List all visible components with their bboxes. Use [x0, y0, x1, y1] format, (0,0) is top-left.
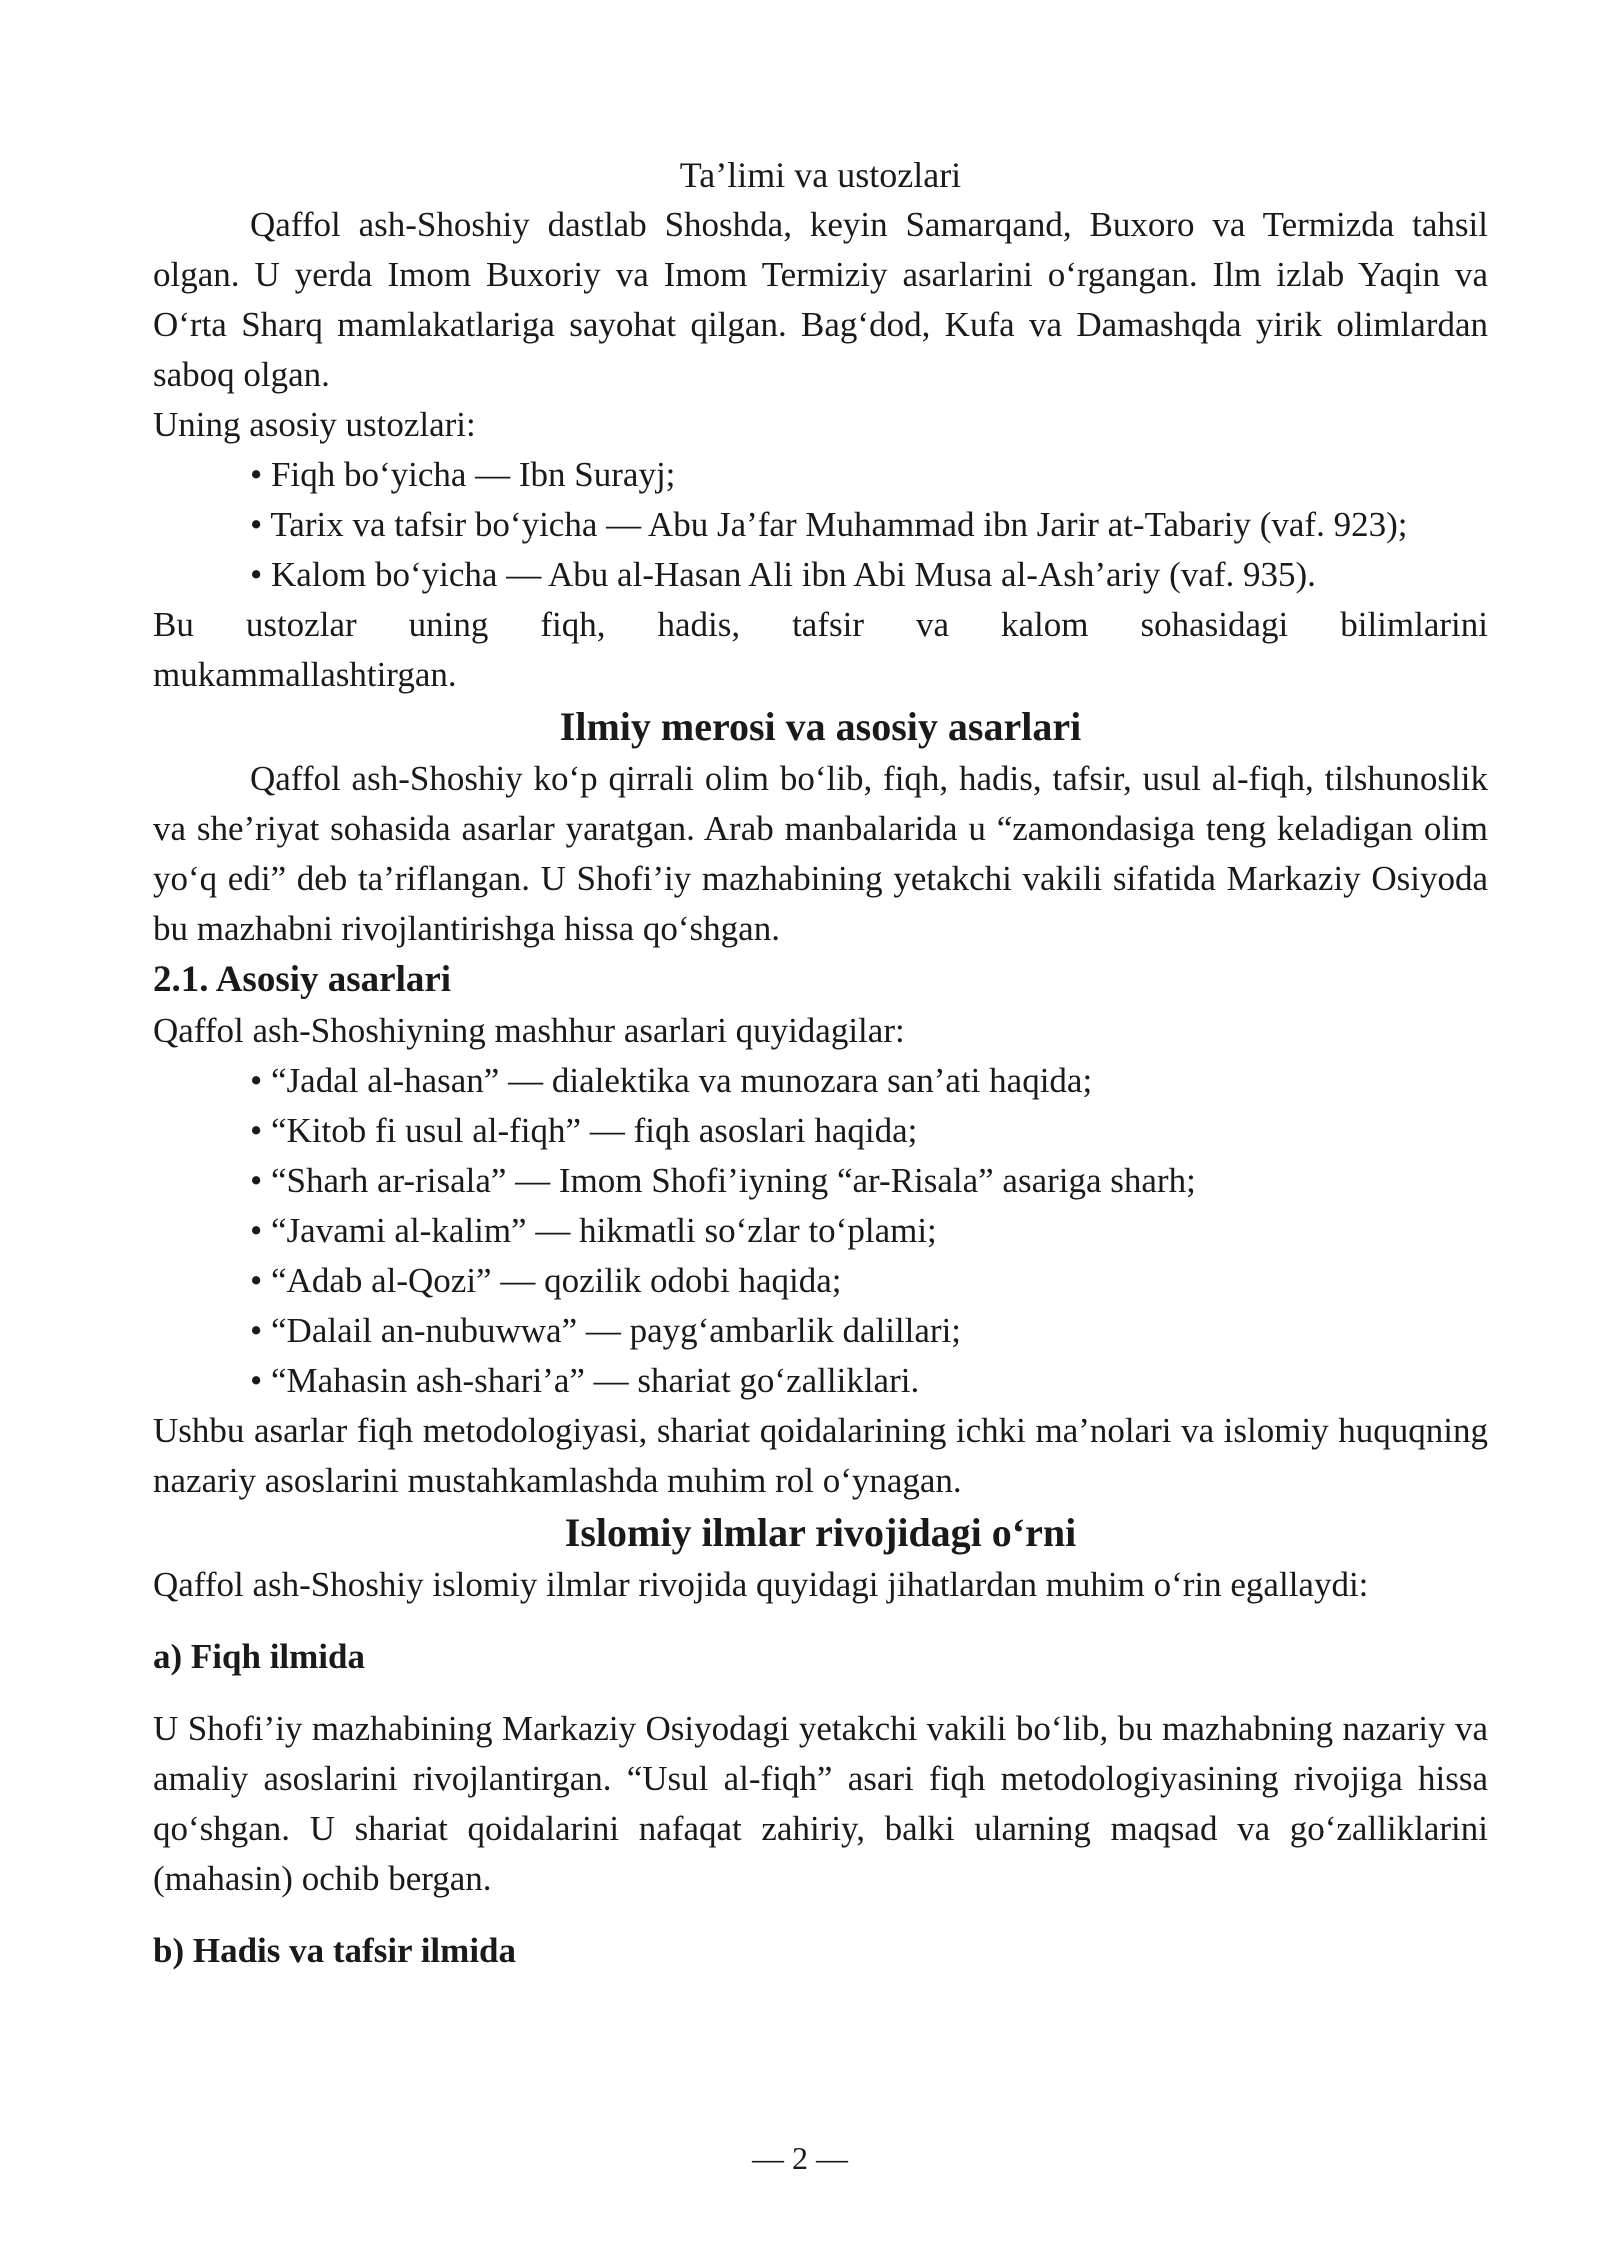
teachers-closing-line2: mukammallashtirgan.: [153, 655, 457, 694]
subheading-fiqh-ilmida: a) Fiqh ilmida: [153, 1637, 365, 1676]
section1-paragraph: Qaffol ash-Shoshiy dastlab Shoshda, keyin Samarqand, Buxoro va Termizda tahsil olgan. U yerda Imom Buxoriy va Imom Termiziy asarlarini o‘rgangan. Ilm izlab Yaqin va O‘rta Sharq mamlakatlariga sayohat qilgan. Bag‘dod, Kufa va Damashqda yirik olimlardan saboq olgan.: [153, 205, 1488, 394]
section2-paragraph: Qaffol ash-Shoshiy ko‘p qirrali olim bo‘lib, fiqh, hadis, tafsir, usul al-fiqh, tilshunoslik va she’riyat sohasida asarlar yaratgan. Arab manbalarida u “zamondasiga teng keladigan olim yo‘q edi” deb ta’riflangan. U Shofi’iy mazhabining yetakchi vakili sifatida Markaziy Osiyoda bu mazhabni rivojlantirishga hissa qo‘shgan.: [153, 759, 1488, 948]
works-intro: Qaffol ash-Shoshiyning mashhur asarlari quyidagilar:: [153, 1011, 905, 1050]
subsection-title-asosiy-asarlari: 2.1. Asosiy asarlari: [153, 959, 452, 1000]
teacher-item: • Kalom bo‘yicha — Abu al-Hasan Ali ibn Abi Musa al-Ash’ariy (vaf. 935).: [250, 555, 1316, 594]
works-list: [153, 1056, 1488, 1406]
teacher-item: • Tarix va tafsir bo‘yicha — Abu Ja’far Muhammad ibn Jarir at-Tabariy (vaf. 923);: [250, 505, 1408, 544]
teachers-closing-line1: Bu ustozlar uning fiqh, hadis, tafsir va kalom sohasidagi bilimlarini: [153, 605, 1488, 644]
fiqh-ilmida-paragraph: U Shofi’iy mazhabining Markaziy Osiyodagi yetakchi vakili bo‘lib, bu mazhabning nazariy va amaliy asoslarini rivojlantirgan. “Usul al-fiqh” asari fiqh metodologiyasining rivojiga hissa qo‘shgan. U shariat qoidalarini nafaqat zahiriy, balki ularning maqsad va go‘zalliklarini (mahasin) ochib bergan.: [153, 1709, 1488, 1898]
section3-intro: Qaffol ash-Shoshiy islomiy ilmlar rivojida quyidagi jihatlardan muhim o‘rin egallaydi:: [153, 1565, 1369, 1604]
works-closing: Ushbu asarlar fiqh metodologiyasi, shariat qoidalarining ichki ma’nolari va islomiy huquqning nazariy asoslarini mustahkamlashda muhim rol o‘ynagan.: [153, 1411, 1488, 1500]
section-title-ilmiy-merosi: Ilmiy merosi va asosiy asarlari: [559, 704, 1082, 749]
section-title-islomiy-ilmlar: Islomiy ilmlar rivojidagi o‘rni: [564, 1510, 1077, 1555]
subheading-hadis-tafsir: b) Hadis va tafsir ilmida: [153, 1931, 517, 1970]
work-item: • “Dalail an-nubuwwa” — payg‘ambarlik dalillari;: [250, 1311, 962, 1350]
page-number: — 2 —: [752, 2140, 848, 2176]
teacher-item: • Fiqh bo‘yicha — Ibn Surayj;: [250, 455, 676, 494]
teachers-list: [153, 450, 1488, 600]
section-title-talimi: Ta’limi va ustozlari: [679, 155, 962, 195]
work-item: • “Sharh ar-risala” — Imom Shofi’iyning “ar-Risala” asariga sharh;: [250, 1161, 1196, 1200]
page-content: [153, 150, 1488, 1998]
teachers-intro: Uning asosiy ustozlari:: [153, 405, 476, 444]
work-item: • “Adab al-Qozi” — qozilik odobi haqida;: [250, 1261, 842, 1300]
work-item: • “Jadal al-hasan” — dialektika va munozara san’ati haqida;: [250, 1061, 1093, 1100]
work-item: • “Mahasin ash-shari’a” — shariat go‘zalliklari.: [250, 1361, 920, 1400]
work-item: • “Javami al-kalim” — hikmatli so‘zlar to‘plami;: [250, 1211, 937, 1250]
work-item: • “Kitob fi usul al-fiqh” — fiqh asoslari haqida;: [250, 1111, 918, 1150]
